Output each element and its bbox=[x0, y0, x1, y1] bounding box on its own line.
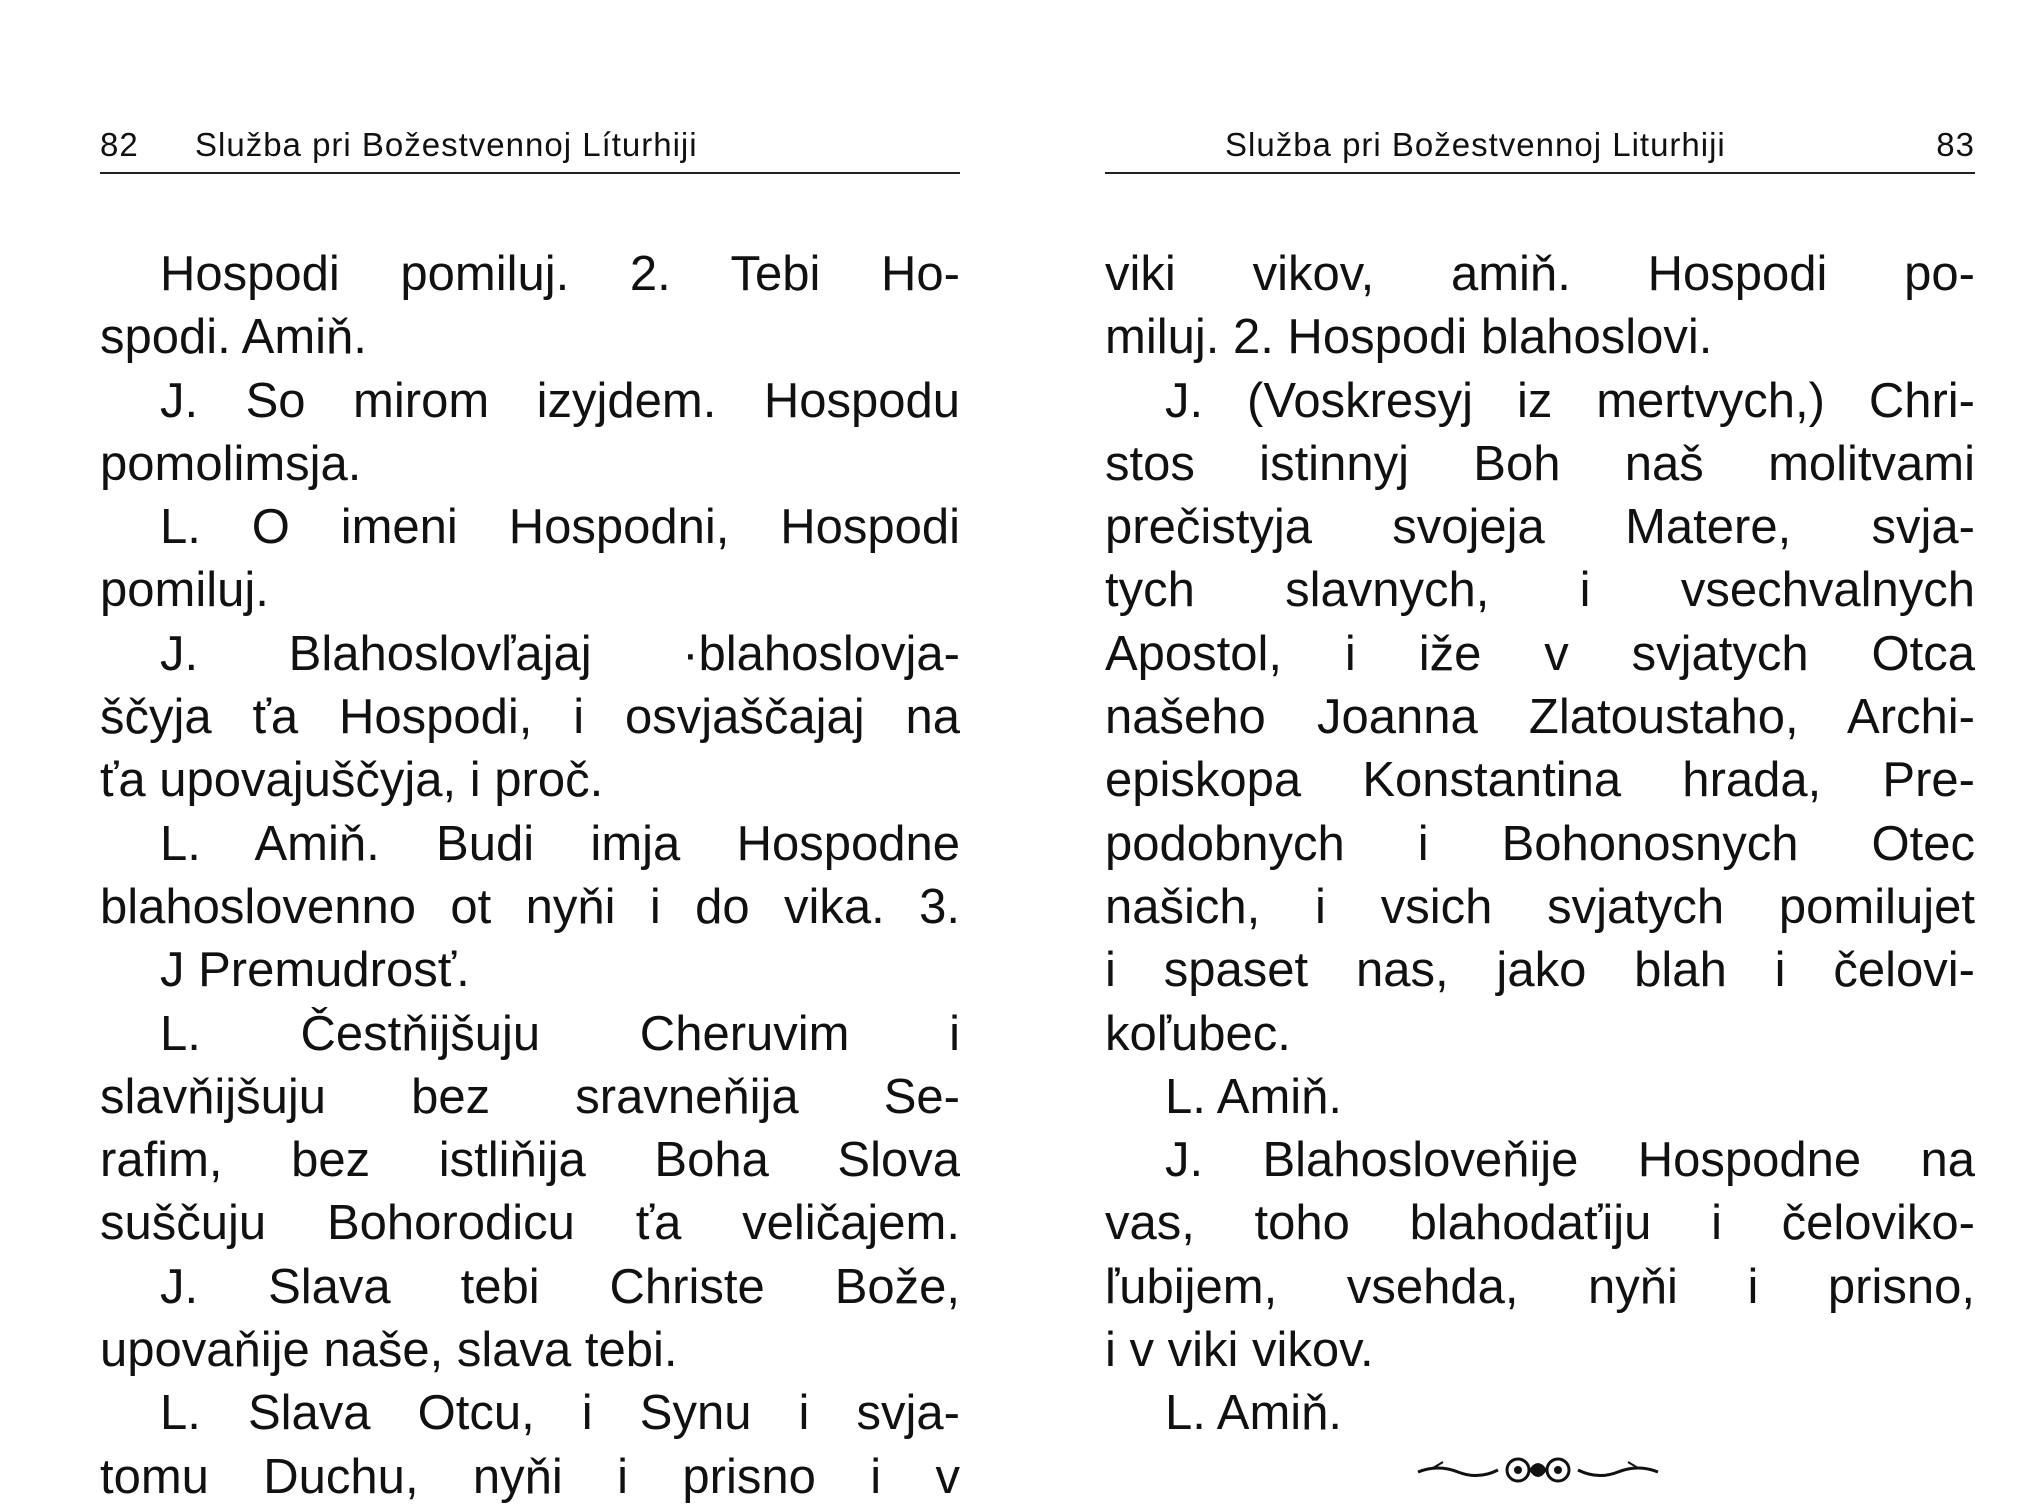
text-line: miluj. 2. Hospodi blahoslovi. bbox=[1105, 310, 1713, 365]
text-line: ľubijem, vsehda, nyňi i prisno, bbox=[1105, 1259, 1975, 1314]
text-line: koľubec. bbox=[1105, 1006, 1291, 1061]
text-line: J. So mirom izyjdem. Hospodu bbox=[160, 373, 960, 428]
text-line: i v viki vikov. bbox=[1105, 1323, 1374, 1378]
text-line: rafim, bez istliňija Boha Slova bbox=[100, 1133, 960, 1188]
text-line: tych slavnych, i vsechvalnych bbox=[1105, 563, 1975, 618]
right-page-text bbox=[1105, 243, 1975, 1446]
text-line: L. Amiň. bbox=[1165, 1386, 1343, 1441]
left-page bbox=[100, 0, 960, 1504]
text-line: L. Amiň. Budi imja Hospodne bbox=[160, 816, 960, 871]
text-line: pomolimsja. bbox=[100, 436, 362, 491]
text-line: našich, i vsich svjatych pomilujet bbox=[1105, 879, 1975, 934]
header-title: Služba pri Božestvennoj Liturhiji bbox=[1225, 126, 1726, 163]
left-running-head bbox=[100, 112, 960, 174]
text-line: J. (Voskresyj iz mertvych,) Chri- bbox=[1165, 373, 1975, 428]
text-line: i spaset nas, jako blah i čelovi- bbox=[1105, 943, 1975, 998]
text-line: suščuju Bohorodicu ťa veličajem. bbox=[100, 1196, 960, 1251]
text-line: blahoslovenno ot nyňi i do vika. 3. bbox=[100, 879, 960, 934]
text-line: L. Čestňijšuju Cheruvim i bbox=[160, 1006, 960, 1061]
text-line: J. Blahoslovľajaj ·blahoslovja- bbox=[160, 626, 960, 681]
text-line: L. Slava Otcu, i Synu i svja- bbox=[160, 1386, 960, 1441]
text-line: J. Slava tebi Christe Bože, bbox=[160, 1259, 960, 1314]
text-line: pomiluj. bbox=[100, 563, 269, 618]
text-line: ťa upovajuščyja, i proč. bbox=[100, 753, 604, 808]
page-number: 82 bbox=[100, 126, 139, 163]
text-line: našeho Joanna Zlatoustaho, Archi- bbox=[1105, 690, 1975, 745]
right-running-head bbox=[1105, 112, 1975, 174]
text-line: ščyja ťa Hospodi, i osvjaščajaj na bbox=[100, 690, 960, 745]
text-line: vas, toho blahodaťiju i čeloviko- bbox=[1105, 1196, 1975, 1251]
floral-ornament-icon-svg bbox=[1413, 1450, 1663, 1490]
text-line: podobnych i Bohonosnych Otec bbox=[1105, 816, 1975, 871]
left-page-text bbox=[100, 243, 960, 1509]
text-line: prečistyja svojeja Matere, svja- bbox=[1105, 500, 1975, 555]
text-line: Apostol, i iže v svjatych Otca bbox=[1105, 626, 1975, 681]
text-line: Hospodi pomiluj. 2. Tebi Ho- bbox=[160, 247, 960, 301]
text-line: L. Amiň. bbox=[1165, 1069, 1343, 1124]
text-line: tomu Duchu, nyňi i prisno i v bbox=[100, 1449, 960, 1504]
text-line: L. O imeni Hospodni, Hospodi bbox=[160, 500, 960, 555]
header-title: Služba pri Božestvennoj Líturhiji bbox=[195, 126, 698, 163]
text-line: stos istinnyj Boh naš molitvami bbox=[1105, 436, 1975, 491]
page-number: 83 bbox=[1936, 126, 1975, 163]
text-line: J. Blahosloveňije Hospodne na bbox=[1165, 1133, 1975, 1188]
text-line: J Premudrosť. bbox=[160, 943, 470, 998]
floral-ornament-icon bbox=[1413, 1450, 1663, 1490]
text-line: slavňijšuju bez sravneňija Se- bbox=[100, 1069, 960, 1124]
text-line: viki vikov, amiň. Hospodi po- bbox=[1105, 247, 1975, 301]
text-line: upovaňije naše, slava tebi. bbox=[100, 1323, 678, 1378]
text-line: episkopa Konstantina hrada, Pre- bbox=[1105, 753, 1975, 808]
text-line: spodi. Amiň. bbox=[100, 310, 367, 365]
right-page bbox=[1105, 0, 1975, 1500]
